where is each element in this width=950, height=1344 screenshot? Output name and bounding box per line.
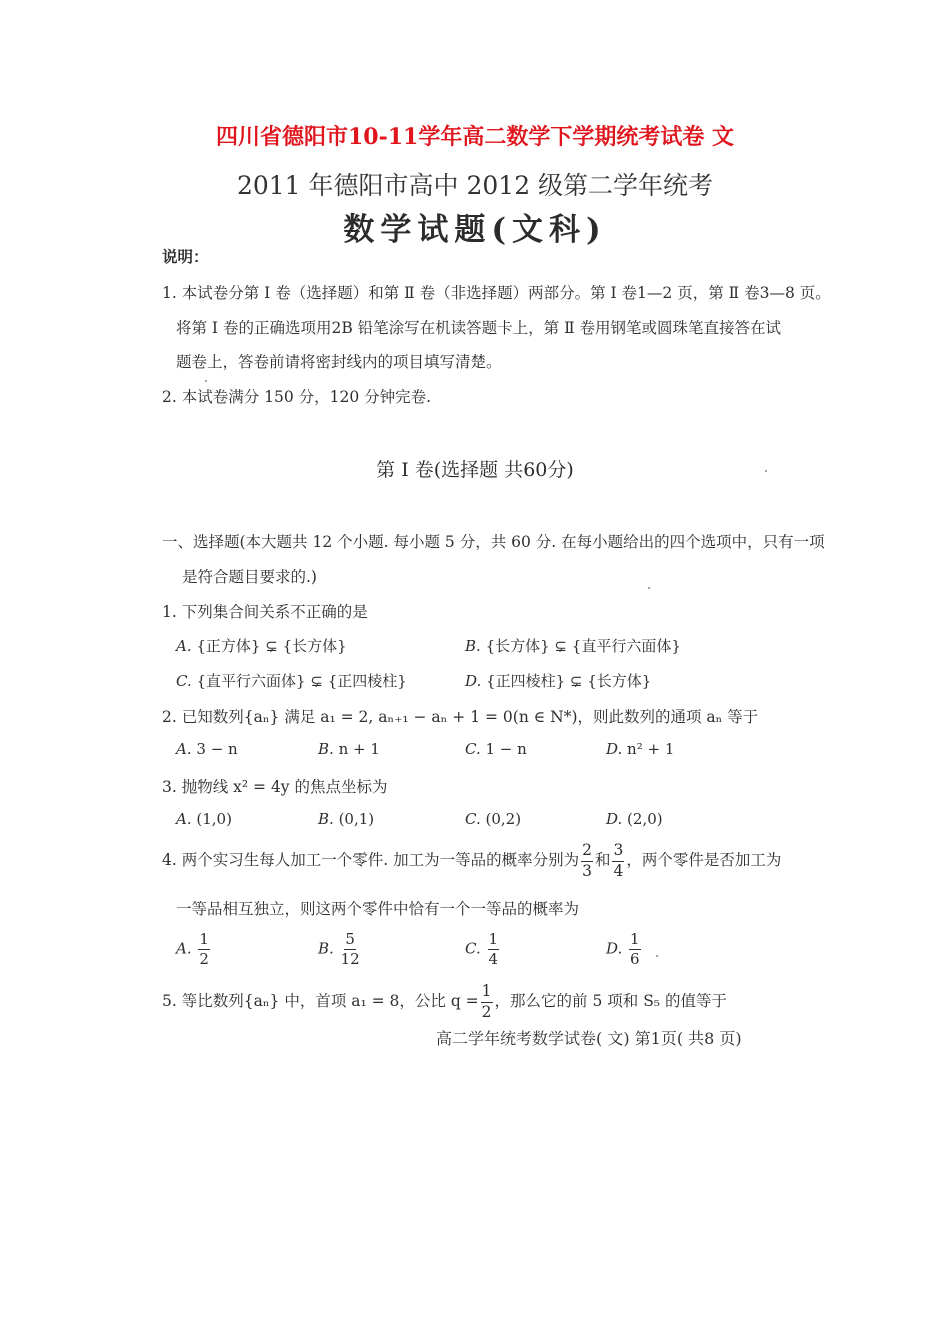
question-4-option-c <box>465 932 501 967</box>
option-label: D. <box>465 672 482 690</box>
section-title: 第 Ⅰ 卷(选择题 共60分) <box>376 459 574 481</box>
option-text: n + 1 <box>338 740 380 758</box>
question-4-option-a <box>176 932 212 967</box>
numerator: 3 <box>612 843 624 862</box>
option-label: B. <box>465 637 481 655</box>
stem-text: 5. 等比数列{aₙ} 中，首项 a₁ = 8，公比 q = <box>162 992 479 1010</box>
option-label: D. <box>606 939 623 958</box>
subject-title: 数学试题(文科) <box>343 212 607 248</box>
question-3-stem: 3. 抛物线 x² = 4y 的焦点坐标为 <box>162 778 388 796</box>
note-1-line-2: 将第 Ⅰ 卷的正确选项用2B 铅笔涂写在机读答题卡上，第 Ⅱ 卷用钢笔或圆珠笔直接答在试 <box>176 319 782 337</box>
notes-heading: 说明： <box>162 247 209 266</box>
option-label: D. <box>606 810 623 828</box>
question-3-option-d <box>606 810 663 828</box>
question-4-option-b <box>318 932 362 967</box>
fraction <box>581 843 593 879</box>
question-3-option-a <box>176 810 232 828</box>
denominator: 4 <box>613 861 624 880</box>
option-label: C. <box>465 740 481 758</box>
part1-intro-line-2: 是符合题目要求的.) <box>182 568 317 586</box>
note-1-line-3: 题卷上，答卷前请将密封线内的项目填写清楚。 <box>176 353 502 371</box>
option-label: A. <box>176 740 192 758</box>
stem-text: 和 <box>594 851 611 869</box>
option-label: B. <box>318 810 334 828</box>
option-text: {正方体} ⊊ {长方体} <box>196 637 347 655</box>
option-label: A. <box>176 939 192 958</box>
stem-text: ，那么它的前 5 项和 S₅ 的值等于 <box>494 992 727 1010</box>
question-3-option-c <box>465 810 521 828</box>
scan-speck <box>765 470 767 472</box>
denominator: 2 <box>199 950 209 968</box>
denominator: 2 <box>481 1002 492 1021</box>
note-2: 2. 本试卷满分 150 分，120 分钟完卷. <box>162 388 432 406</box>
question-4-stem-line-2: 一等品相互独立，则这两个零件中恰有一个一等品的概率为 <box>176 900 580 918</box>
stem-text: ，两个零件是否加工为 <box>626 851 782 869</box>
denominator: 3 <box>582 861 592 880</box>
question-1-option-b <box>465 635 681 656</box>
exam-name: 2011 年德阳市高中 2012 级第二学年统考 <box>236 171 714 200</box>
fraction <box>488 932 500 967</box>
numerator: 5 <box>345 930 355 948</box>
fraction <box>341 932 360 967</box>
fraction <box>481 984 493 1020</box>
option-text: 1 − n <box>485 740 527 758</box>
stem-text: 4. 两个实习生每人加工一个零件. 加工为一等品的概率分别为 <box>162 851 580 869</box>
denominator: 4 <box>488 950 499 968</box>
option-label: C. <box>465 810 481 828</box>
option-label: A. <box>176 810 192 828</box>
numerator: 1 <box>488 930 499 948</box>
question-1-stem: 1. 下列集合间关系不正确的是 <box>162 603 368 621</box>
question-1-option-d <box>465 670 651 691</box>
option-label: A. <box>176 637 192 655</box>
question-1-option-a <box>176 635 347 656</box>
question-2-option-a <box>176 740 238 758</box>
option-label: C. <box>465 939 481 958</box>
scan-speck <box>205 380 207 382</box>
option-text: (1,0) <box>196 810 232 828</box>
option-label: B. <box>318 740 334 758</box>
option-text: {直平行六面体} ⊊ {正四棱柱} <box>196 672 407 690</box>
option-text: {长方体} ⊊ {直平行六面体} <box>485 637 681 655</box>
question-2-stem: 2. 已知数列{aₙ} 满足 a₁ = 2, aₙ₊₁ − aₙ + 1 = 0(n ∈ N*)，则此数列的通项 aₙ 等于 <box>162 708 759 726</box>
option-label: D. <box>606 740 623 758</box>
document-title: 四川省德阳市10-11学年高二数学下学期统考试卷 文 <box>215 124 735 150</box>
fraction <box>629 932 641 967</box>
option-text: {正四棱柱} ⊊ {长方体} <box>486 672 652 690</box>
fraction <box>612 843 624 879</box>
question-2-option-d <box>606 740 674 758</box>
question-1-option-c <box>176 670 407 691</box>
option-text: (2,0) <box>627 810 663 828</box>
question-2-option-b <box>318 740 380 758</box>
fraction <box>198 932 210 967</box>
denominator: 6 <box>630 950 640 968</box>
option-text: n² + 1 <box>627 740 675 758</box>
part1-intro-line-1: 一、选择题(本大题共 12 个小题. 每小题 5 分，共 60 分. 在每小题给出的四个选项中，只有一项 <box>162 533 825 551</box>
numerator: 1 <box>199 930 209 948</box>
scan-speck <box>656 955 658 957</box>
question-4-option-d <box>606 932 643 967</box>
numerator: 2 <box>581 843 593 862</box>
question-3-option-b <box>318 810 374 828</box>
option-text: 3 − n <box>196 740 238 758</box>
question-4-stem-line-1 <box>162 843 781 879</box>
denominator: 12 <box>340 950 360 968</box>
question-5-stem <box>162 984 727 1020</box>
numerator: 1 <box>630 930 640 948</box>
note-1-line-1: 1. 本试卷分第 Ⅰ 卷（选择题）和第 Ⅱ 卷（非选择题）两部分。第 Ⅰ 卷1—2 页，第 Ⅱ 卷3—8 页。 <box>162 284 831 302</box>
page-footer: 高二学年统考数学试卷( 文) 第1页( 共8 页) <box>436 1029 742 1048</box>
scan-speck <box>648 587 650 589</box>
option-label: B. <box>318 939 334 958</box>
option-label: C. <box>176 672 192 690</box>
option-text: (0,1) <box>338 810 375 828</box>
numerator: 1 <box>481 984 493 1003</box>
option-text: (0,2) <box>485 810 522 828</box>
question-2-option-c <box>465 740 527 758</box>
